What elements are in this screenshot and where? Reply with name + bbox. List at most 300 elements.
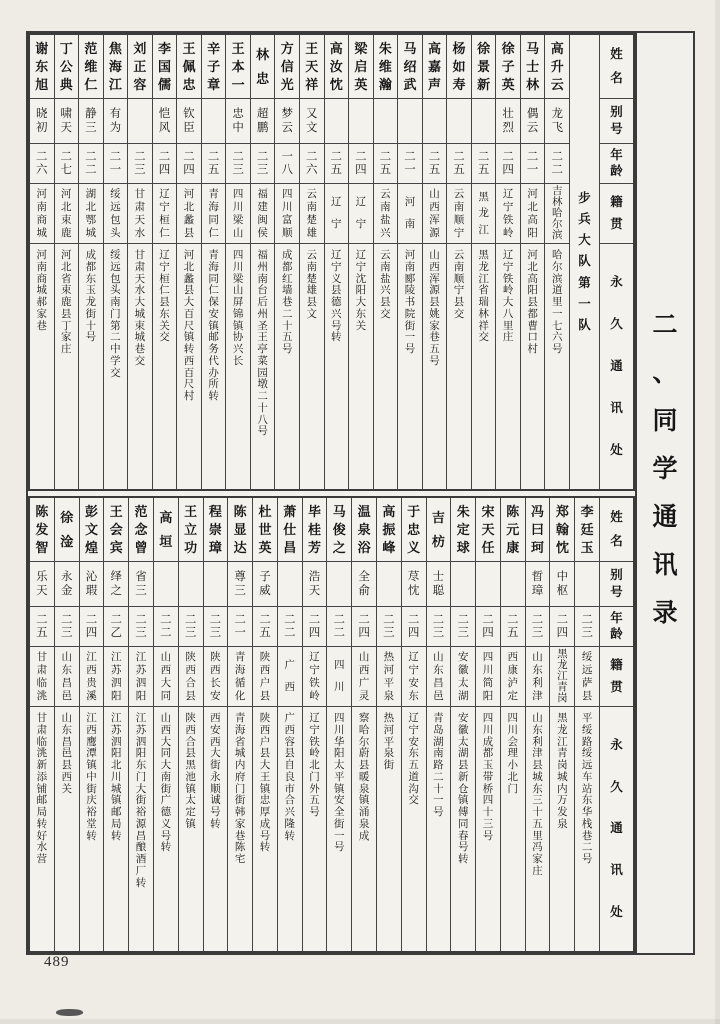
alias-cell xyxy=(521,99,545,144)
char: 会 xyxy=(109,521,123,537)
entry-column xyxy=(103,35,128,489)
header-label xyxy=(600,647,633,707)
char: 广 xyxy=(160,794,172,807)
age-cell xyxy=(377,607,401,647)
char: 庄 xyxy=(61,343,72,355)
char: 东 xyxy=(408,689,419,702)
char: 队 xyxy=(578,317,591,332)
char: 县 xyxy=(259,689,271,702)
char: 二 xyxy=(432,613,445,626)
char: 玉 xyxy=(580,539,594,555)
char: 平 xyxy=(383,676,395,689)
char: 远 xyxy=(110,260,121,273)
char: 广 xyxy=(358,676,370,689)
char: 内 xyxy=(234,759,246,771)
scan-artifact xyxy=(56,1009,83,1016)
entry-column xyxy=(324,35,349,489)
entry-column xyxy=(373,35,398,489)
char: 岗 xyxy=(557,692,568,705)
entry-column xyxy=(153,498,178,951)
char: 萨 xyxy=(581,676,593,689)
char: 英 xyxy=(258,539,272,555)
name-cell xyxy=(153,35,177,99)
char: 阳 xyxy=(527,284,538,297)
char: 马 xyxy=(332,503,346,519)
char: 西 xyxy=(429,200,440,213)
char: 大 xyxy=(210,747,221,760)
char: 海 xyxy=(234,663,246,676)
entry-column xyxy=(178,498,203,951)
char: 荩 xyxy=(407,570,420,583)
char: 三 xyxy=(135,585,147,597)
char: 街 xyxy=(85,307,97,320)
char: 初 xyxy=(35,122,48,134)
char: 山 xyxy=(429,249,440,261)
native-cell xyxy=(251,184,275,244)
char: 绥 xyxy=(581,650,593,663)
address-cell xyxy=(398,244,422,489)
char: 山 xyxy=(160,650,172,663)
char: 于 xyxy=(407,503,421,519)
char: 王 xyxy=(257,331,268,344)
char: 二 xyxy=(379,150,392,163)
char: 河 xyxy=(383,663,395,676)
char: 李 xyxy=(157,40,171,56)
char: 五 xyxy=(428,164,441,176)
char: 蠡 xyxy=(183,272,195,285)
char: 吉 xyxy=(431,509,445,525)
char: 七 xyxy=(60,164,73,176)
char: 外 xyxy=(309,782,320,795)
entry-column xyxy=(397,35,422,489)
char: 永 xyxy=(610,274,623,289)
char: 二 xyxy=(85,150,97,163)
char: 聪 xyxy=(432,585,445,597)
char: 关 xyxy=(159,319,170,332)
char: 阳 xyxy=(527,226,538,239)
age-cell xyxy=(55,144,79,184)
char: 转 xyxy=(457,853,469,865)
alias-cell xyxy=(129,562,153,607)
char: 泉 xyxy=(383,747,395,760)
age-cell xyxy=(177,144,201,184)
char: 曾 xyxy=(134,539,148,555)
char: 街 xyxy=(210,759,221,771)
name-cell xyxy=(526,498,550,562)
native-cell xyxy=(423,184,447,244)
address-cell xyxy=(55,707,79,951)
char: 江 xyxy=(111,650,122,663)
char: 垣 xyxy=(159,533,173,549)
alias-cell xyxy=(79,99,103,144)
char: 五 xyxy=(532,817,543,830)
name-cell xyxy=(228,498,252,562)
address-cell xyxy=(327,707,351,951)
char: 江 xyxy=(478,223,489,236)
char: 之 xyxy=(110,585,123,597)
char: 远 xyxy=(110,200,121,213)
char: 县 xyxy=(331,284,342,297)
char: 贵 xyxy=(86,676,97,689)
char: 忱 xyxy=(407,585,420,597)
alias-cell xyxy=(402,562,426,607)
entry-column xyxy=(252,498,277,951)
char: 富 xyxy=(281,213,293,226)
age-cell xyxy=(374,144,398,184)
char: 宁 xyxy=(309,723,320,736)
char: 大 xyxy=(135,782,147,795)
native-cell xyxy=(228,647,252,707)
char: 苏 xyxy=(111,723,122,736)
char: 河 xyxy=(61,187,72,200)
char: 二 xyxy=(60,150,73,163)
char: 门 xyxy=(234,782,246,795)
native-cell xyxy=(526,647,550,707)
char: 西 xyxy=(284,723,295,736)
char: 县 xyxy=(61,759,72,771)
char: 久 xyxy=(610,316,623,331)
age-cell xyxy=(104,607,128,647)
char: 朱 xyxy=(378,40,392,56)
age-cell xyxy=(226,144,250,184)
char: 德 xyxy=(160,806,172,818)
char: 宁 xyxy=(502,260,514,273)
char: 都 xyxy=(482,747,494,760)
char: 二 xyxy=(158,150,171,163)
char: 合 xyxy=(185,676,196,689)
char: 泗 xyxy=(135,735,147,748)
char: 潭 xyxy=(86,747,97,760)
char: 转 xyxy=(210,817,221,830)
char: 家 xyxy=(61,331,72,344)
char: 青 xyxy=(557,681,568,694)
char: 云 xyxy=(453,187,465,200)
char: 兴 xyxy=(232,343,244,355)
char: 四 xyxy=(281,187,293,200)
char: 一 xyxy=(404,331,416,344)
char: 二 xyxy=(109,150,122,163)
char: 吉 xyxy=(551,185,563,198)
char: 同 xyxy=(160,689,172,702)
char: 玉 xyxy=(85,284,97,297)
alias-cell xyxy=(575,562,599,607)
char: 梁 xyxy=(354,40,368,56)
char: 昌 xyxy=(283,539,297,555)
name-cell xyxy=(154,498,178,562)
char: 王 xyxy=(305,40,319,56)
char: 号 xyxy=(433,806,444,818)
alias-cell xyxy=(472,99,496,144)
alias-cell xyxy=(154,562,178,607)
char: 顺 xyxy=(210,782,221,795)
char: 顺 xyxy=(281,226,293,239)
native-cell xyxy=(253,647,277,707)
char: 安 xyxy=(210,723,221,736)
char: 尊 xyxy=(234,570,246,583)
alias-cell xyxy=(447,99,471,144)
native-cell xyxy=(402,647,426,707)
char: 楚 xyxy=(306,272,317,285)
char: 江 xyxy=(478,272,489,285)
char: 四 xyxy=(232,249,244,261)
name-cell xyxy=(447,35,471,99)
char: 巷 xyxy=(134,343,146,355)
char: 鄂 xyxy=(85,213,97,226)
char: 北 xyxy=(527,260,538,273)
char: 转 xyxy=(111,829,122,842)
char: 东 xyxy=(61,723,72,736)
age-cell xyxy=(129,607,153,647)
char: 号 xyxy=(404,343,416,355)
char: 州 xyxy=(257,260,268,273)
char: 转 xyxy=(36,817,48,830)
char: 二 xyxy=(551,150,563,163)
char: 二 xyxy=(407,613,420,626)
char: 闽 xyxy=(257,213,268,226)
age-cell xyxy=(275,144,299,184)
char: 二 xyxy=(551,164,563,176)
age-cell xyxy=(550,607,574,647)
char: 川 xyxy=(281,200,293,213)
char: 雄 xyxy=(306,284,317,297)
char: 祥 xyxy=(305,76,319,92)
char: 县 xyxy=(159,296,170,308)
char: 桓 xyxy=(159,272,170,285)
char: 之 xyxy=(332,539,346,555)
char: 二 xyxy=(404,150,416,163)
char: 二 xyxy=(259,613,271,626)
char: 宾 xyxy=(109,539,123,555)
char: 六 xyxy=(306,164,318,176)
char: 二 xyxy=(457,613,469,626)
char: 南 xyxy=(36,200,47,213)
name-cell xyxy=(472,35,496,99)
address-cell xyxy=(325,244,349,489)
char: 南 xyxy=(380,260,391,273)
char: 典 xyxy=(59,76,73,92)
char: 岭 xyxy=(309,747,320,760)
char: 七 xyxy=(551,319,563,332)
char: 商 xyxy=(36,272,47,285)
char: 河 xyxy=(527,187,538,200)
char: 文 xyxy=(306,122,318,134)
char: 六 xyxy=(551,331,563,344)
char: 湖 xyxy=(85,187,97,200)
char: 圣 xyxy=(257,319,268,332)
char: 烈 xyxy=(502,122,514,134)
native-cell xyxy=(472,184,496,244)
char: 二 xyxy=(358,613,370,626)
char: 镇 xyxy=(208,319,219,332)
native-cell xyxy=(476,647,500,707)
char: 北 xyxy=(527,200,538,213)
age-cell xyxy=(154,607,178,647)
char: 晢 xyxy=(531,570,544,583)
char: 子 xyxy=(207,58,221,74)
native-cell xyxy=(202,184,226,244)
char: 东 xyxy=(532,663,543,676)
char: 交 xyxy=(453,307,465,320)
char: 云 xyxy=(453,249,465,261)
address-cell xyxy=(30,244,54,489)
char: 河 xyxy=(404,196,416,209)
char: 号 xyxy=(259,829,271,842)
char: 宁 xyxy=(331,218,342,231)
char: 二 xyxy=(207,150,220,163)
char: 成 xyxy=(281,249,293,261)
char: 二 xyxy=(183,150,195,163)
char: 翰 xyxy=(555,521,569,537)
address-cell xyxy=(427,707,451,951)
char: 山 xyxy=(532,650,543,663)
alias-cell xyxy=(104,99,128,144)
char: 同 xyxy=(208,213,219,226)
char: 汝 xyxy=(329,58,343,74)
tables-area xyxy=(28,33,635,953)
age-cell xyxy=(501,607,525,647)
char: 号 xyxy=(429,354,440,367)
char: 天 xyxy=(308,585,321,597)
char: 定 xyxy=(456,521,470,537)
char: 华 xyxy=(334,735,345,748)
char: 二 xyxy=(160,613,172,626)
char: 县 xyxy=(183,284,195,297)
name-cell xyxy=(179,498,203,562)
char: 顺 xyxy=(453,213,465,226)
alias-cell xyxy=(253,562,277,607)
char: 三 xyxy=(256,164,269,176)
char: 百 xyxy=(183,307,195,320)
chapter-title xyxy=(635,33,693,953)
char: 兵 xyxy=(578,212,591,227)
address-cell xyxy=(575,707,599,951)
char: 一 xyxy=(109,164,122,176)
char: 六 xyxy=(35,164,48,176)
char: 二 xyxy=(110,613,123,626)
char: 安 xyxy=(457,650,469,663)
age-cell xyxy=(55,607,79,647)
char: 阳 xyxy=(482,689,494,702)
native-cell xyxy=(325,184,349,244)
char: 名 xyxy=(610,70,623,85)
char: 北 xyxy=(183,200,195,213)
entry-column xyxy=(277,498,302,951)
char: 贯 xyxy=(610,216,623,231)
char: 池 xyxy=(185,770,196,783)
native-cell xyxy=(545,184,569,244)
char: 振 xyxy=(382,521,396,537)
char: 邮 xyxy=(208,331,219,344)
char: 新 xyxy=(477,76,491,92)
char: 川 xyxy=(334,681,345,694)
age-cell xyxy=(30,607,54,647)
name-cell xyxy=(177,35,201,99)
char: 仁 xyxy=(159,284,170,297)
address-cell xyxy=(496,244,520,489)
char: 酒 xyxy=(135,853,147,865)
char: 宁 xyxy=(309,663,320,676)
char: 带 xyxy=(482,770,494,783)
char: 南 xyxy=(404,260,416,273)
char: 侯 xyxy=(257,226,268,239)
char: 三 xyxy=(209,627,222,639)
char: 水 xyxy=(134,284,146,297)
char: 二 xyxy=(184,613,197,626)
char: 球 xyxy=(456,539,470,555)
char: 简 xyxy=(482,676,494,689)
char: 号 xyxy=(309,806,320,818)
char: 龙 xyxy=(85,296,97,308)
char: 乐 xyxy=(36,570,48,583)
address-cell xyxy=(501,707,525,951)
char: 四 xyxy=(358,627,370,639)
alias-cell xyxy=(545,99,569,144)
char: 大 xyxy=(355,296,367,308)
age-cell xyxy=(545,144,569,184)
char: 彭 xyxy=(84,503,98,519)
char: 河 xyxy=(36,187,47,200)
char: 焦 xyxy=(108,40,122,56)
char: 东 xyxy=(433,663,444,676)
char: 西 xyxy=(160,723,172,736)
char: 二 xyxy=(433,770,444,783)
char: 云 xyxy=(306,249,317,261)
address-cell xyxy=(550,707,574,951)
char: 宅 xyxy=(234,853,246,865)
char: 第 xyxy=(578,275,591,290)
char: 福 xyxy=(257,187,268,200)
header-label xyxy=(600,99,633,144)
char: 东 xyxy=(135,759,147,771)
char: 二 xyxy=(482,613,494,626)
char: 春 xyxy=(457,829,469,842)
char: 道 xyxy=(408,770,419,783)
char: 天 xyxy=(134,213,146,226)
char: 临 xyxy=(36,735,48,748)
name-cell xyxy=(80,498,104,562)
char: 县 xyxy=(358,759,370,771)
char: 二 xyxy=(283,627,296,639)
char: 中 xyxy=(556,570,569,583)
char: 二 xyxy=(333,613,346,626)
char: 超 xyxy=(256,107,269,120)
char: 辽 xyxy=(309,712,320,724)
char: 风 xyxy=(158,122,171,134)
char: 四 xyxy=(482,794,494,807)
char: 转 xyxy=(135,876,147,889)
char: 二 xyxy=(85,164,97,176)
char: 二 xyxy=(308,613,321,626)
char: 姚 xyxy=(429,307,440,320)
char: 安 xyxy=(210,689,221,702)
char: 德 xyxy=(331,296,342,308)
char: 川 xyxy=(232,200,244,213)
char: 绥 xyxy=(581,723,593,736)
char: 丁 xyxy=(61,319,72,332)
char: 钦 xyxy=(183,107,195,120)
char: 北 xyxy=(183,260,195,273)
char: 川 xyxy=(334,723,345,736)
char: 镇 xyxy=(232,319,244,332)
native-cell xyxy=(427,647,451,707)
char: 二 xyxy=(209,613,222,626)
char: 城 xyxy=(557,770,568,783)
char: 户 xyxy=(259,735,271,748)
native-cell xyxy=(327,647,351,707)
char: 镇 xyxy=(185,817,196,830)
age-cell xyxy=(228,607,252,647)
char: 三 xyxy=(134,164,146,176)
